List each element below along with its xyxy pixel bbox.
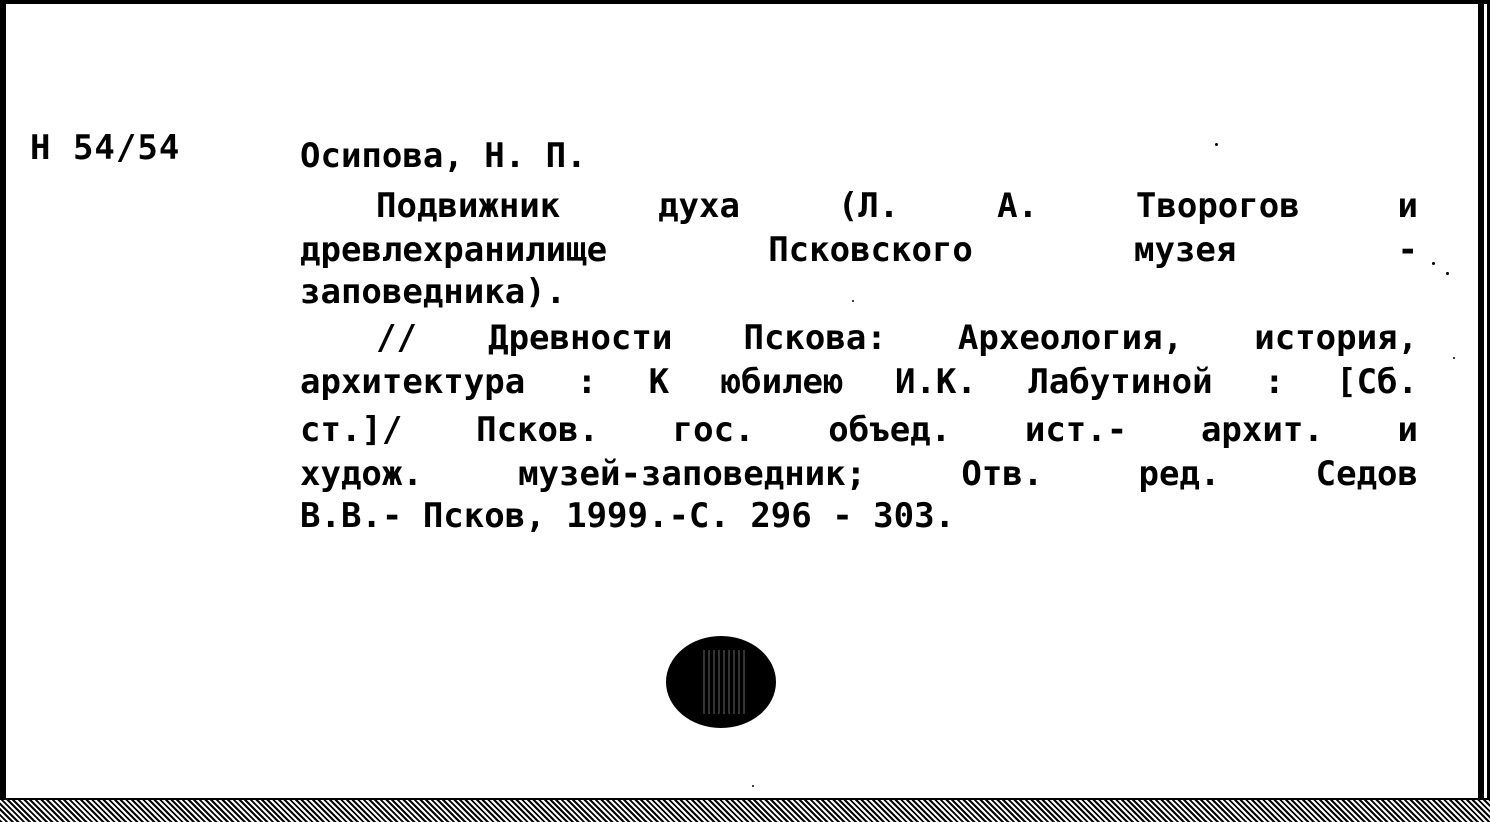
scan-speck [752, 785, 754, 787]
scan-speck [852, 300, 854, 302]
source-line-1: // Древности Пскова: Археология, история, [376, 318, 1418, 358]
source-line-2: архитектура : К юбилею И.К. Лабутиной : [Сб. [300, 362, 1418, 402]
shelfmark: Н 54/54 [30, 128, 181, 168]
scan-speck [1215, 143, 1218, 146]
title-line-1: Подвижник духа (Л. А. Творогов и [376, 186, 1418, 226]
card-punch-hole [666, 636, 776, 728]
card-border-left [0, 0, 6, 822]
title-line-2: древлехранилище Псковского музея - [300, 230, 1418, 270]
title-line-3: заповедника). [300, 272, 567, 312]
scan-speck [1432, 262, 1435, 265]
scan-speck [1446, 272, 1449, 275]
source-line-3: ст.]/ Псков. гос. объед. ист.- архит. и [300, 410, 1418, 450]
author-heading: Осипова, Н. П. [300, 136, 587, 176]
card-border-right [1478, 0, 1484, 822]
source-line-5: В.В.- Псков, 1999.-С. 296 - 303. [300, 496, 956, 536]
source-line-4: худож. музей-заповедник; Отв. ред. Седов [300, 454, 1418, 494]
scan-speck [1453, 357, 1455, 359]
card-border-bottom [0, 798, 1490, 822]
card-border-top [0, 0, 1490, 4]
